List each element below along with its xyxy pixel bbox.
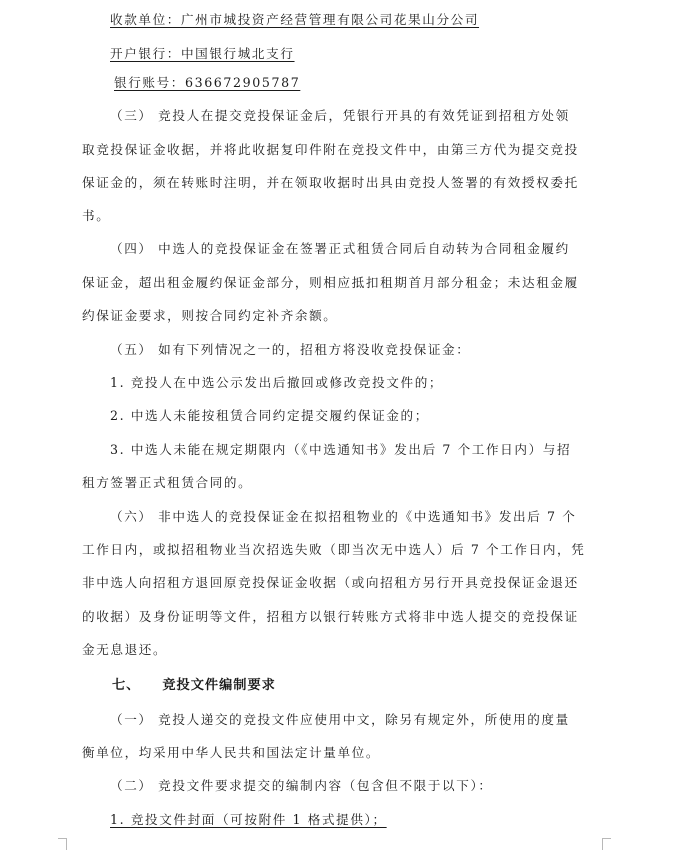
section-6-line-3: 非中选人向招租方退回原竞投保证金收据（或向招租方另行开具竞投保证金退还 [82, 575, 579, 590]
section-6-line-4: 的收据）及身份证明等文件，招租方以银行转账方式将非中选人提交的竞投保证 [82, 609, 579, 624]
crop-mark-left-horizontal [58, 838, 67, 839]
chapter-7-title: 竞投文件编制要求 [162, 678, 276, 693]
chapter-7-p1-line-1: （一） 竞投人递交的竞投文件应使用中文，除另有规定外，所使用的度量 [110, 712, 570, 727]
section-4-line-3: 约保证金要求，则按合同约定补齐余额。 [82, 308, 338, 323]
section-3-line-3: 保证金的，须在转账时注明，并在领取收据时出具由竞投人签署的有效授权委托 [82, 175, 579, 190]
chapter-7-item-1: 1. 竞投文件封面（可按附件 1 格式提供）； [110, 812, 387, 827]
section-6-line-5: 金无息退还。 [82, 642, 168, 657]
account-number-line: 银行账号：636672905787 [114, 75, 301, 90]
crop-mark-right-horizontal [602, 838, 611, 839]
section-6-line-2: 工作日内，或拟招租物业当次招选失败（即当次无中选人）后 7 个工作日内，凭 [82, 542, 586, 557]
chapter-7-heading [112, 678, 276, 694]
section-5-item-3-cont: 租方签署正式租赁合同的。 [82, 475, 253, 490]
section-5-item-1: 1. 竞投人在中选公示发出后撤回或修改竞投文件的； [110, 375, 444, 390]
section-5-item-2: 2. 中选人未能按租赁合同约定提交履约保证金的； [110, 408, 429, 423]
section-5-line-1: （五） 如有下列情况之一的，招租方将没收竞投保证金： [110, 342, 471, 357]
chapter-7-number: 七、 [112, 678, 141, 693]
bank-line: 开户银行：中国银行城北支行 [110, 46, 295, 61]
section-5-item-3: 3. 中选人未能在规定期限内（《中选通知书》发出后 7 个工作日内）与招 [110, 442, 572, 457]
section-4-line-1: （四） 中选人的竞投保证金在签署正式租赁合同后自动转为合同租金履约 [110, 241, 570, 256]
section-4-line-2: 保证金，超出租金履约保证金部分，则相应抵扣租期首月部分租金；未达租金履 [82, 275, 579, 290]
crop-mark-right-vertical [602, 838, 603, 850]
section-3-line-2: 取竞投保证金收据，并将此收据复印件附在竞投文件中，由第三方代为提交竞投 [82, 142, 579, 157]
section-3-line-4: 书。 [82, 208, 111, 223]
crop-mark-left-vertical [66, 838, 67, 850]
section-3-line-1: （三） 竞投人在提交竞投保证金后，凭银行开具的有效凭证到招租方处领 [110, 108, 570, 123]
chapter-7-p1-line-2: 衡单位，均采用中华人民共和国法定计量单位。 [82, 745, 381, 760]
section-6-line-1: （六） 非中选人的竞投保证金在拟招租物业的《中选通知书》发出后 7 个 [110, 509, 577, 524]
chapter-7-p2-line: （二） 竞投文件要求提交的编制内容（包含但不限于以下）： [110, 778, 493, 793]
payee-line: 收款单位：广州市城投资产经营管理有限公司花果山分公司 [110, 12, 480, 27]
